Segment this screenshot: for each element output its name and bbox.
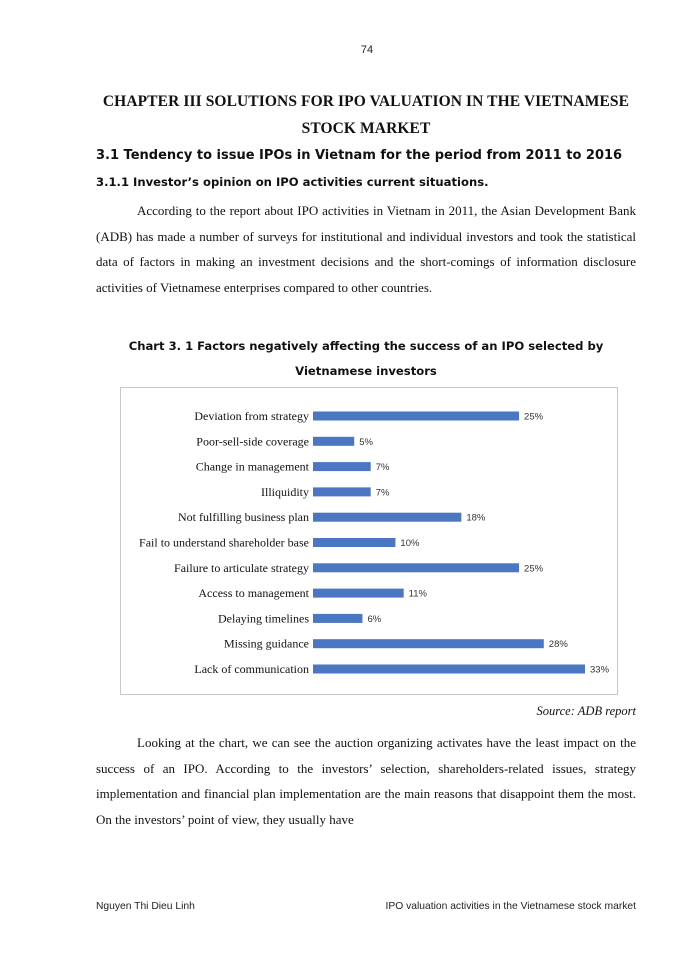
category-label: Delaying timelines	[218, 611, 309, 626]
bar	[313, 437, 354, 446]
category-label: Lack of communication	[194, 662, 309, 676]
footer-title: IPO valuation activities in the Vietnamese stock market	[385, 901, 636, 912]
chart-source: Source: ADB report	[536, 704, 636, 718]
bar-chart	[121, 388, 617, 694]
value-label: 18%	[466, 512, 486, 524]
bar	[313, 513, 461, 522]
category-label: Change in management	[195, 459, 309, 474]
value-label: 28%	[548, 639, 568, 651]
value-label: 10%	[400, 538, 420, 549]
value-label: 11%	[408, 588, 427, 600]
bar	[313, 412, 519, 421]
chart-caption: Chart 3. 1 Factors negatively affecting the success of an IPO selected by Vietnamese investors	[128, 339, 604, 378]
bar	[313, 462, 371, 471]
bar	[313, 639, 544, 648]
bar	[313, 665, 585, 674]
bar	[313, 589, 404, 598]
value-label: 25%	[524, 411, 544, 423]
category-label: Fail to understand shareholder base	[139, 535, 309, 550]
value-label: 6%	[367, 613, 382, 625]
category-label: Deviation from strategy	[194, 409, 309, 423]
category-label: Access to management	[198, 586, 309, 601]
category-label: Failure to articulate strategy	[174, 560, 309, 575]
value-label: 33%	[590, 664, 610, 676]
category-label: Poor-sell-side coverage	[196, 434, 309, 449]
category-label: Missing guidance	[224, 636, 309, 651]
chapter-title: CHAPTER III SOLUTIONS FOR IPO VALUATION IN THE VIETNAMESE STOCK MARKET	[102, 93, 630, 137]
bar	[313, 614, 362, 623]
page-number: 74	[360, 44, 374, 56]
body-paragraph-2: Looking at the chart, we can see the auction organizing activates have the least impact on the success of an IPO. According to the investors’ selection, shareholders-related issues, strategy implementation and financial plan implementation are the main reasons that disappoint them the most. On the investors’ point of view, they usually have	[96, 735, 636, 827]
footer-author: Nguyen Thi Dieu Linh	[96, 901, 195, 912]
body-paragraph-1: According to the report about IPO activities in Vietnam in 2011, the Asian Development Bank (ADB) has made a number of surveys for institutional and individual investors and took the statistical data of factors in making an investment decisions and the short-comings of information disclosure activities of Vietnamese enterprises compared to other countries.	[96, 203, 636, 295]
value-label: 25%	[524, 563, 544, 575]
category-label: Not fulfilling business plan	[178, 510, 309, 525]
bar	[313, 538, 395, 547]
value-label: 7%	[375, 462, 390, 474]
value-label: 7%	[375, 487, 390, 499]
category-label: Illiquidity	[261, 484, 309, 499]
chart-frame	[120, 387, 618, 695]
bar	[313, 563, 519, 572]
bar	[313, 487, 371, 496]
value-label: 5%	[359, 436, 373, 448]
subsection-heading: 3.1.1 Investor’s opinion on IPO activities current situations.	[96, 175, 489, 189]
section-heading: 3.1 Tendency to issue IPOs in Vietnam for the period from 2011 to 2016	[96, 148, 623, 163]
